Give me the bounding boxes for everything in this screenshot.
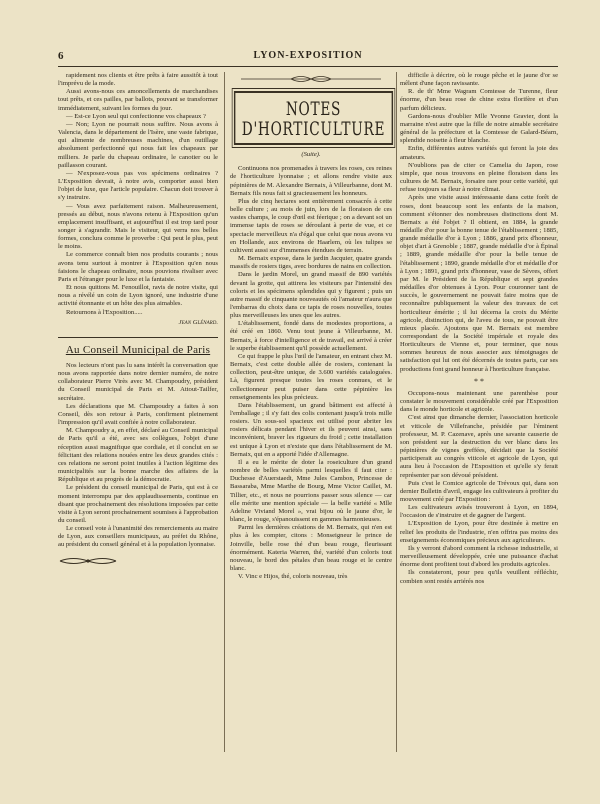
paragraph: Plus de cinq hectares sont entièrement consacrés à cette belle culture ; au mois de juin, lors de la floraison de ces vastes champs, le coup d'œil est féerique ; on a devant soi un immense tapis de roses se déroulant à perte de vue, et ce spectacle merveilleux n'a d'égal que celui que nous avons vu en Hollande, aux environs de Haarlem, où les tulipes se cultivent aussi sur d'immenses étendues de terrain. — [230, 197, 392, 254]
paragraph: rapidement nos clients et être prêts à faire aussitôt à tout l'imprévu de la mode. — [58, 72, 218, 88]
column-divider — [396, 72, 397, 752]
paragraph: difficile à décrire, où le rouge pêche et le jaune d'or se mêlent d'une façon ravissante. — [400, 72, 558, 88]
title-ornament-icon — [230, 74, 392, 84]
paragraph: Dans le jardin Morel, un grand massif de 890 variétés devant la grotte, qui attirera les visiteurs par l'intensité des coloris et les spécimens splendides qui y figurent ; puis un autre massif de cinquante nouveautés où l'amateur n'aura que l'embarras du choix dans ce tapis de roses nouvelles, toutes plus merveilleuses les unes que les autres. — [230, 271, 392, 320]
paragraph: Puis c'est le Comice agricole de Trévoux qui, dans son dernier Bulletin d'avril, engage les cultivateurs à profiter du mouvement créé par l'Exposition : — [400, 479, 558, 503]
paragraph: — Non; Lyon ne pourrait nous suffire. Nous avons à Valencia, dans le département de l'Isère, une vaste fabrique, qui alimente de nombreuses machines, d'un outillage absolument perfectionné qui nous fait les chapeaux par milliers. Je parle du chapeau ordinaire, le canotier ou le paillasson courant. — [58, 120, 218, 169]
page-header — [58, 50, 558, 64]
signature: Jean Glénard. — [178, 318, 218, 326]
horticulture-article — [230, 165, 392, 581]
paragraph: Les déclarations que M. Champoudry a faites à son Conseil, dès son retour à Paris, confirment pleinement l'impression qu'il avait confiée à notre collaborateur. — [58, 402, 218, 427]
horticulture-continued — [400, 72, 558, 374]
paragraph: — N'exposez-vous pas vos spécimens ordinaires ? L'Exposition devrait, à notre avis, comporter aussi bien l'objet de luxe, que l'article populaire. Chacun doit trouver à s'y instruire. — [58, 169, 218, 202]
paragraph: Le commerce connaît bien nos produits courants ; nous avons tenu surtout à montrer à l'Exposition qu'en nous faisions le chapeau ordinaire, nous pouvions rivaliser avec Paris et l'étranger pour le luxe et la fantaisie. — [58, 251, 218, 283]
paragraph: Et nous quittons M. Fenouillot, ravis de notre visite, qui nous a révélé un coin de Lyon ignoré, une industrie d'une activité étonnante et un hôte des plus aimables. — [58, 284, 218, 308]
paragraph: R. de th' Mme Wagram Comtesse de Turenne, fleur énorme, d'un beau rose de chine extra florifère et d'un parfum délicieux. — [400, 88, 558, 112]
paragraph: Gardons-nous d'oublier Mlle Yvonne Gravier, dont la marraine n'est autre que la fille de notre aimable secrétaire général de la préfecture et la Comtesse de Galard-Béarn, splendide noisette à fleur blanche. — [400, 112, 558, 145]
paragraph: Continuons nos promenades à travers les roses, ces reines de l'horticulture lyonnaise ; et allons rendre visite aux pépinières de M. Alexandre Bernaix, à Villeurbanne, dont M. Bernaix fils nous fait si gracieusement les honneurs. — [230, 165, 392, 197]
article-title: NOTES D'HORTICULTURE — [233, 91, 392, 145]
ornament-icon — [58, 556, 118, 566]
paragraph: L'établissement, fondé dans de modestes proportions, a été créé en 1860. Venu tout jeune à Villeurbanne, M. Bernaix, à force d'intelligence et de travail, est arrivé à créer le superbe établissement qu'il possède actuellement. — [230, 320, 392, 352]
running-head: LYON-EXPOSITION — [253, 50, 363, 61]
page-number: 6 — [58, 50, 64, 62]
paragraph: Occupons-nous maintenant une parenthèse pour constater le mouvement considérable créé par l'Exposition dans le monde horticole et agricole. — [400, 389, 558, 414]
separator-stars: * * — [474, 376, 484, 386]
paragraph: C'est ainsi que dimanche dernier, l'association horticole et viticole de Villefranche, présidée par l'éminent professeur, M. P. Cazenave, après une savante causerie de son président sur la destruction du ver blanc dans les pépinières de vignes greffées, décidait que la Société participerait au congrès viticole et agricole de Lyon, qui aura lieu à l'occasion de l'Exposition et qu'elle s'y ferait représenter par son dévoué président. — [400, 414, 558, 479]
column-2 — [230, 72, 392, 581]
column-1 — [58, 72, 218, 575]
paragraph: Aussi avons-nous ces amoncellements de marchandises tout prêts, et ces pailles, par ballots, pouvant se transformer immédiatement, suivant les formes du jour. — [58, 88, 218, 112]
paragraph: Il a eu le mérite de doter la roseiculture d'un grand nombre de belles variétés parmi lesquelles il faut citer : Duchesse d'Auerstaedt, Mme Jules Cambon, Princesse de Bassaraba, Mme Marthe de Bourg, Mme Victor Caillet, M. Tillier, etc., et nous ne pourrions passer sous silence — car elle mérite une mention spéciale — la belle variété « Mlle Adeline Viviand Morel », vrai bijou où le jaune d'or, le blanc, le rouge, s'épanouissent en gammes harmonieuses. — [230, 458, 392, 524]
paragraph: V. Vinc e Hijos, thé, coloris nouveau, très — [238, 573, 348, 581]
paragraph: — Est-ce Lyon seul qui confectionne vos chapeaux ? — [66, 112, 206, 120]
paragraph: N'oublions pas de citer ce Camelia du Japon, rose simple, que nous trouvons en pleine floraison dans les cultures de M. Bernaix, forsaire rare pour cette variété, qui refuse toujours sa fleur à notre climat. — [400, 161, 558, 194]
paragraph: Les cultivateurs avisés trouveront à Lyon, en 1894, l'occasion de s'instruire et de gagner de l'argent. — [400, 504, 558, 520]
paragraph: Après une visite aussi intéressante dans cette forêt de roses, dont beaucoup sont les enfants de la maison, comment s'étonner des nombreuses distinctions dont M. Bernaix a été l'objet ? Il obtient, en 1884, la grande médaille d'or pour la bonne tenue de l'établissement ; 1885, grande médaille d'or à Lyon ; 1886, grand prix d'honneur, objet d'art à Grenoble ; 1887, grande médaille d'or à Épinal ; 1889, grande médaille d'or pour la belle tenue de l'établissement ; 1890, grande médaille d'or et médaille d'or à Lyon ; 1891, grand prix d'honneur, vase de Sèvres, offert par M. le Président de la République et sept grandes médailles d'or obtenues à Lyon. Pour couronner tant de succès, le gouvernement ne pouvait faire moins que de reconnaître publiquement la valeur des travaux de cet horticulteur émérite ; il lui décerna la croix du Mérite agricole, distinction qui, de l'aveu de tous, ne pouvait être mieux placée. Ajoutons que M. Bernaix est membre correspondant de la Société impériale et royale des Horticulteurs de Vienne et, pour terminer, que nous sommes heureux de nous associer aux témoignages de satisfaction qui lui ont été décernés de toutes parts, car ses productions font grand honneur à l'horticulture française. — [400, 194, 558, 373]
paragraph: Le président du conseil municipal de Paris, qui est à ce moment interrompu par des applaudissements, continue en disant que prochainement des résolutions imposées par cette visite à Lyon seront prochainement soumises à l'approbation du conseil. — [58, 484, 218, 524]
column-divider — [224, 72, 225, 752]
agriculture-article — [400, 390, 558, 586]
paragraph: Nos lecteurs n'ont pas lu sans intérêt la conversation que nous avons rapportée dans notre dernier numéro, de notre collaborateur Pierre Virès avec M. Champoudry, président du Conseil municipal de Paris et M. Attout-Tailfer, secrétaire. — [58, 362, 218, 402]
paragraph: M. Bernaix expose, dans le jardin Jacquier, quatre grands massifs de rosiers tiges, avec bordures de nains en collection. — [230, 255, 392, 271]
section-title: Au Conseil Municipal de Paris — [65, 343, 211, 356]
paragraph: Dans l'établissement, un grand bâtiment est affecté à l'emballage ; il s'y fait des colis contenant jusqu'à trois mille rosiers. Un sous-sol spacieux est utilisé pour abriter les rosiers délicats pendant l'hiver et ils peuvent ainsi, sans inconvénient, braver les rigueurs du froid ; cette installation est unique à Lyon et n'existe que dans l'établissement de M. Bernaix, qui en a apporté l'idée d'Allemagne. — [230, 401, 392, 458]
paragraph: — Vous avez parfaitement raison. Malheureusement, pressés au début, nous n'avons retenu à l'Exposition qu'un emplacement insuffisant, et aujourd'hui il est trop tard pour songer à s'agrandir. Mais le visiteur, qui verra nos belles formes, conclura comme le proverbe : Qui peut le plus, peut le moins. — [58, 202, 218, 251]
council-article — [58, 362, 218, 550]
column-3 — [400, 72, 558, 586]
section-rule — [58, 337, 218, 338]
header-rule — [58, 66, 558, 67]
paragraph: Enfin, différentes autres variétés qui feront la joie des amateurs. — [400, 145, 558, 161]
paragraph: Ils constateront, pour peu qu'ils veuillent réfléchir, combien sont restés arriérés nos — [400, 569, 558, 585]
paragraph: Retournons à l'Exposition..... — [66, 308, 143, 316]
interview-article — [58, 72, 218, 317]
paragraph: M. Champoudry a, en effet, déclaré au Conseil municipal de Paris qu'il a été, avec ses collègues, l'objet d'une réception aussi magnifique que cordiale, et il conclut en se félicitant des relations nouées entre les deux grandes cités : ces relations ne seront point inutiles à l'action légitime des municipalités sur la bonne marche des affaires de la République et au progrès de la démocratie. — [58, 427, 218, 484]
paragraph: Parmi les dernières créations de M. Bernaix, qui n'en est plus à les compter, citons : Monseigneur le prince de Joinville, belle rose thé d'un beau rouge, fleurissant énormément. Kateria Warren, thé, variété d'un coloris tout nouveau, le bord des pétales d'un beau rouge et le centre blanc. — [230, 524, 392, 572]
paragraph: L'Exposition de Lyon, pour être destinée à mettre en relief les produits de l'industrie, n'en offrira pas moins des enseignements économiques précieux aux agriculteurs. — [400, 520, 558, 544]
article-subtitle: (Suite). — [301, 151, 321, 159]
paragraph: Ce qui frappe le plus l'œil de l'amateur, en entrant chez M. Bernaix, c'est cette double allée de rosiers, contenant la collection, peut-être unique, de 3.600 variétés cataloguées. Là, figurent presque toutes les roses connues, et le collectionneur peut puiser dans cette pépinière les renseignements les plus précieux. — [230, 352, 392, 401]
paragraph: Le conseil vote à l'unanimité des remerciements au maire de Lyon, aux conseillers municipaux, au préfet du Rhône, au président du conseil général et à la population lyonnaise. — [58, 525, 218, 549]
paragraph: Ils y verront d'abord comment la richesse industrielle, si merveilleusement développée, crée une puissance d'achat énorme dont profitent tout d'abord les produits agricoles. — [400, 544, 558, 569]
